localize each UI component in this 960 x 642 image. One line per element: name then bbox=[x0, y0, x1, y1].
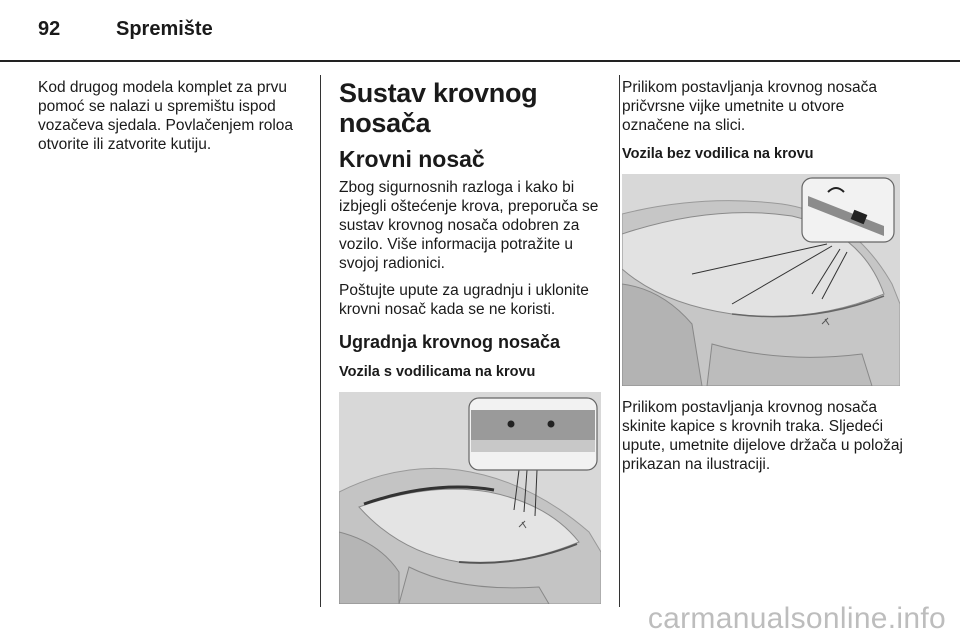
main-heading: Sustav krovnog nosača bbox=[339, 78, 538, 138]
instructions-paragraph: Poštujte upute za ugradnju i uklonite krovni nosač kada se ne koristi. bbox=[339, 282, 589, 318]
column-divider-right bbox=[619, 75, 620, 607]
roof-rack-heading: Krovni nosač bbox=[339, 146, 485, 172]
section-title: Spremište bbox=[116, 18, 213, 40]
roof-strips-paragraph: Prilikom postavljanja krovnog nosača skinite kapice s krovnih traka. Sljedeći upute, umetnite dijelove držača u položaj prikazan na ilustraciji. bbox=[622, 399, 903, 473]
figure-label-with-rails: Vozila s vodilicama na krovu bbox=[339, 364, 536, 380]
car-roof-rails-drawing bbox=[339, 392, 601, 604]
roof-strips-illustration bbox=[622, 174, 900, 386]
column-1 bbox=[38, 78, 310, 162]
column-3 bbox=[622, 78, 906, 482]
page-header bbox=[38, 18, 213, 48]
installation-subheading: Ugradnja krovnog nosača bbox=[339, 332, 561, 352]
column-2 bbox=[339, 78, 607, 604]
figure-label-without-rails: Vozila bez vodilica na krovu bbox=[622, 146, 814, 162]
first-aid-kit-paragraph: Kod drugog modela komplet za prvu pomoć se nalazi u spremištu ispod vozačeva sjedala. Povlačenjem roloa otvorite ili zatvorite kutiju. bbox=[38, 79, 294, 153]
bolts-paragraph: Prilikom postavljanja krovnog nosača pričvrsne vijke umetnite u otvore označene na slici. bbox=[622, 79, 878, 134]
car-roof-strips-drawing bbox=[622, 174, 900, 386]
page-number: 92 bbox=[38, 18, 61, 40]
watermark: carmanualsonline.info bbox=[647, 602, 946, 635]
safety-paragraph: Zbog sigurnosnih razloga i kako bi izbjegli oštećenje krova, preporuča se sustav krovnog nosača odobren za vozilo. Više informacija potražite u svojoj radionici. bbox=[339, 179, 599, 272]
column-divider-left bbox=[320, 75, 321, 607]
roof-rails-illustration bbox=[339, 392, 601, 604]
header-rule bbox=[0, 60, 960, 62]
